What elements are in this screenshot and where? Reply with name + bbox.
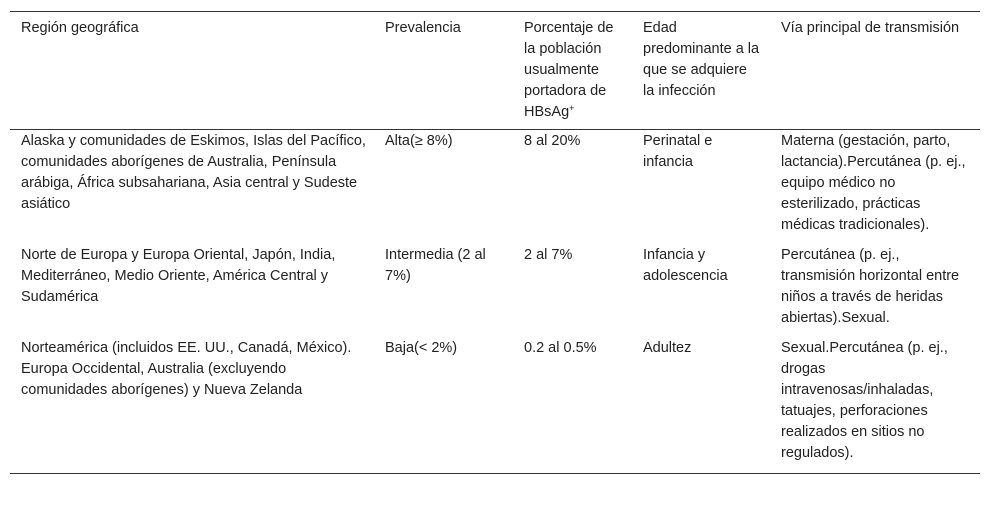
cell-carriers: 8 al 20% <box>524 133 581 149</box>
cell-carriers: 2 al 7% <box>524 247 573 263</box>
header-carriers-sup: + <box>569 103 575 113</box>
table-row <box>10 130 980 246</box>
cell-transmission: Materna (gestación, parto, lactancia).Percutánea (p. ej., equipo médico no esterilizado, prácticas médicas tradicionales). <box>781 133 966 233</box>
cell-transmission: Percutánea (p. ej., transmisión horizontal entre niños a través de heridas abiertas).Sexual. <box>781 247 960 326</box>
cell-age: Perinatal e infancia <box>643 133 713 170</box>
cell-age: Infancia y adolescencia <box>643 247 728 284</box>
table-header <box>10 12 980 130</box>
header-prevalence: Prevalencia <box>385 20 461 36</box>
cell-region: Norte de Europa y Europa Oriental, Japón, India, Mediterráneo, Medio Oriente, América Central y Sudamérica <box>21 247 336 305</box>
cell-prevalence: Alta(≥ 8%) <box>385 133 453 149</box>
cell-carriers: 0.2 al 0.5% <box>524 340 597 356</box>
header-transmission: Vía principal de transmisión <box>781 20 960 36</box>
table-body <box>10 130 980 474</box>
hbv-prevalence-table <box>10 11 980 474</box>
cell-age: Adultez <box>643 340 692 356</box>
table-row <box>10 245 980 338</box>
cell-region: Norteamérica (incluidos EE. UU., Canadá, México). Europa Occidental, Australia (excluyendo comunidades aborígenes) y Nueva Zelanda <box>21 340 352 398</box>
header-age: Edad predominante a la que se adquiere la infección <box>643 20 760 99</box>
cell-transmission: Sexual.Percutánea (p. ej., drogas intravenosas/inhaladas, tatuajes, perforaciones realizados en sitios no regulados). <box>781 340 948 461</box>
table-row <box>10 338 980 474</box>
cell-region: Alaska y comunidades de Eskimos, Islas del Pacífico, comunidades aborígenes de Australia, Península arábiga, África subsahariana, Asia central y Sudeste asiático <box>21 133 366 212</box>
header-carriers-text: Porcentaje de la población usualmente portadora de HBsAg <box>524 20 614 120</box>
header-carriers <box>513 12 632 130</box>
cell-prevalence: Intermedia (2 al 7%) <box>385 247 486 284</box>
cell-prevalence: Baja(< 2%) <box>385 340 458 356</box>
header-region: Región geográfica <box>21 20 139 36</box>
header-row <box>10 12 980 130</box>
